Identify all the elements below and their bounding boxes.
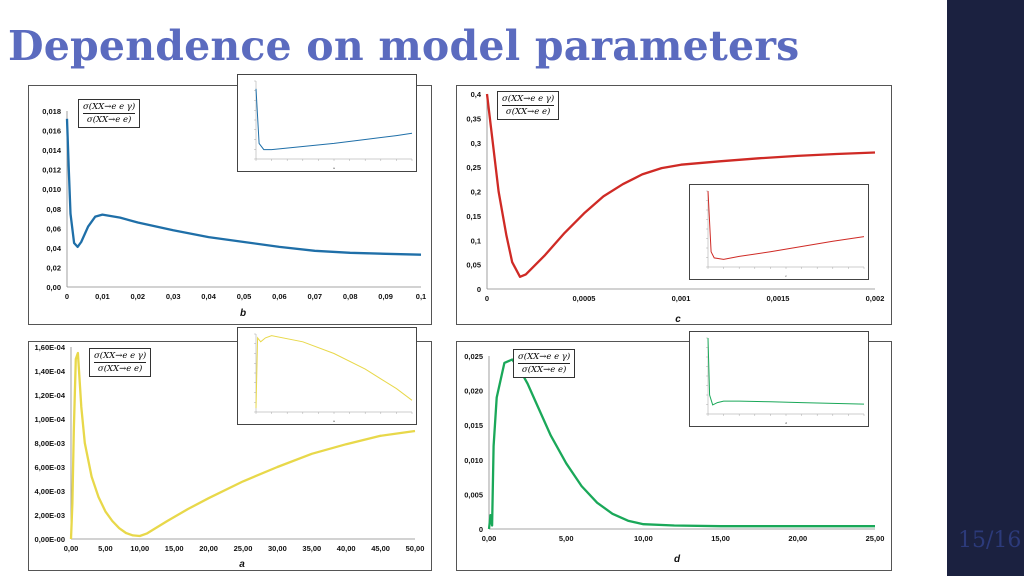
x-axis-label: b: [239, 308, 247, 319]
x-axis-label: c: [675, 314, 681, 324]
x-tick-label: 45,00: [371, 544, 390, 553]
y-tick-label: 0,04: [46, 243, 61, 253]
inset-series-line: [708, 191, 864, 259]
x-tick-label: 0,00: [481, 534, 497, 543]
x-tick-label: 0,04: [201, 292, 216, 301]
formula-denominator: σ(XX→e e): [86, 115, 132, 125]
inset-series-line: [708, 338, 864, 405]
x-tick-label: 30,00: [268, 544, 287, 553]
x-tick-label: 0,05: [236, 292, 252, 301]
formula-numerator: σ(XX→e e γ): [83, 102, 136, 112]
y-tick-label: 0,06: [46, 224, 61, 234]
x-tick-label: 0,002: [865, 294, 885, 303]
inset-b: [237, 74, 417, 172]
y-tick-label: 0,010: [42, 185, 61, 195]
formula-box: [78, 99, 140, 128]
y-tick-label: 0,014: [42, 146, 61, 156]
x-tick-label: 5,00: [98, 544, 113, 553]
y-tick-label: 0,025: [464, 352, 483, 361]
x-axis-label: d: [673, 554, 681, 565]
y-tick-label: 0,05: [466, 260, 481, 270]
x-tick-label: 0,1: [415, 292, 427, 301]
y-tick-label: 0,020: [464, 386, 483, 396]
y-tick-label: 0,015: [464, 421, 483, 431]
y-tick-label: 0,012: [42, 165, 61, 175]
y-tick-label: 0,005: [464, 490, 483, 500]
x-tick-label: 0,00: [63, 544, 79, 553]
y-tick-label: 0,08: [46, 204, 61, 214]
y-tick-label: 0,010: [464, 455, 483, 465]
y-tick-label: 0,02: [46, 263, 61, 273]
inset-c: [689, 184, 869, 280]
x-tick-label: 0,06: [272, 292, 287, 301]
x-tick-label: 20,00: [788, 534, 808, 543]
y-tick-label: 1,20E-04: [34, 391, 65, 400]
formula-numerator: σ(XX→e e γ): [518, 352, 571, 362]
y-tick-label: 0,00: [46, 283, 61, 292]
x-tick-label: 25,00: [865, 534, 885, 543]
inset-x-label: a: [333, 419, 335, 423]
inset-x-label: d: [785, 421, 787, 425]
x-tick-label: 15,00: [164, 544, 184, 553]
x-axis-label: a: [239, 559, 245, 570]
x-tick-label: 20,00: [199, 544, 218, 553]
y-tick-label: 0,1: [470, 236, 481, 246]
formula-box: [497, 91, 559, 120]
x-tick-label: 10,00: [130, 544, 150, 553]
x-tick-label: 0,09: [378, 292, 393, 301]
inset-chart-c: [690, 185, 868, 279]
inset-chart-d: [690, 332, 868, 426]
slide-sidebar: [947, 0, 1024, 576]
y-tick-label: 8,00E-03: [34, 439, 65, 448]
x-tick-label: 0,08: [342, 292, 358, 301]
inset-x-label: a: [333, 166, 335, 170]
inset-series-line: [256, 89, 412, 150]
formula-box: [513, 349, 575, 378]
y-tick-label: 0,018: [42, 107, 61, 116]
inset-chart-a: [238, 328, 416, 424]
formula-numerator: σ(XX→e e γ): [502, 94, 555, 104]
y-tick-label: 1,00E-04: [34, 415, 65, 424]
y-tick-label: 0,25: [466, 163, 481, 173]
y-tick-label: 0,3: [470, 138, 481, 148]
y-tick-label: 4,00E-03: [34, 487, 65, 496]
inset-series-line: [256, 336, 412, 409]
inset-chart-b: [238, 75, 416, 171]
y-tick-label: 0,016: [42, 126, 61, 136]
y-tick-label: 0,4: [470, 90, 481, 99]
y-tick-label: 0: [478, 525, 483, 534]
x-tick-label: 0,001: [671, 294, 691, 303]
formula-box: [89, 348, 151, 377]
x-tick-label: 0,0005: [572, 294, 596, 303]
slide-title: Dependence on model parameters: [8, 22, 800, 70]
formula-denominator: σ(XX→e e): [505, 107, 551, 117]
y-tick-label: 0: [476, 285, 481, 294]
inset-x-label: c: [785, 274, 787, 278]
x-tick-label: 15,00: [711, 534, 730, 543]
y-tick-label: 0,00E-00: [34, 535, 65, 544]
x-tick-label: 25,00: [233, 544, 253, 553]
x-tick-label: 0: [64, 292, 70, 301]
x-tick-label: 0,07: [307, 292, 323, 301]
page-number: 15/16: [958, 528, 1022, 553]
x-tick-label: 0,03: [165, 292, 181, 301]
y-tick-label: 0,15: [466, 211, 481, 221]
x-tick-label: 0: [484, 294, 490, 303]
inset-d: [689, 331, 869, 427]
y-tick-label: 1,60E-04: [34, 343, 65, 352]
x-tick-label: 50,00: [405, 544, 425, 553]
x-tick-label: 35,00: [302, 544, 322, 553]
inset-a: [237, 327, 417, 425]
y-tick-label: 1,40E-04: [34, 367, 65, 376]
formula-denominator: σ(XX→e e): [97, 364, 143, 374]
formula-numerator: σ(XX→e e γ): [94, 351, 147, 361]
formula-denominator: σ(XX→e e): [521, 365, 567, 375]
y-tick-label: 6,00E-03: [34, 463, 65, 472]
y-tick-label: 2,00E-03: [34, 511, 65, 520]
x-tick-label: 10,00: [634, 534, 653, 543]
y-tick-label: 0,2: [470, 187, 481, 197]
x-tick-label: 0,0015: [766, 294, 790, 303]
x-tick-label: 5,00: [558, 534, 574, 543]
y-tick-label: 0,35: [466, 114, 481, 124]
x-tick-label: 0,02: [130, 292, 146, 301]
x-tick-label: 0,01: [95, 292, 110, 301]
x-tick-label: 40,00: [336, 544, 356, 553]
